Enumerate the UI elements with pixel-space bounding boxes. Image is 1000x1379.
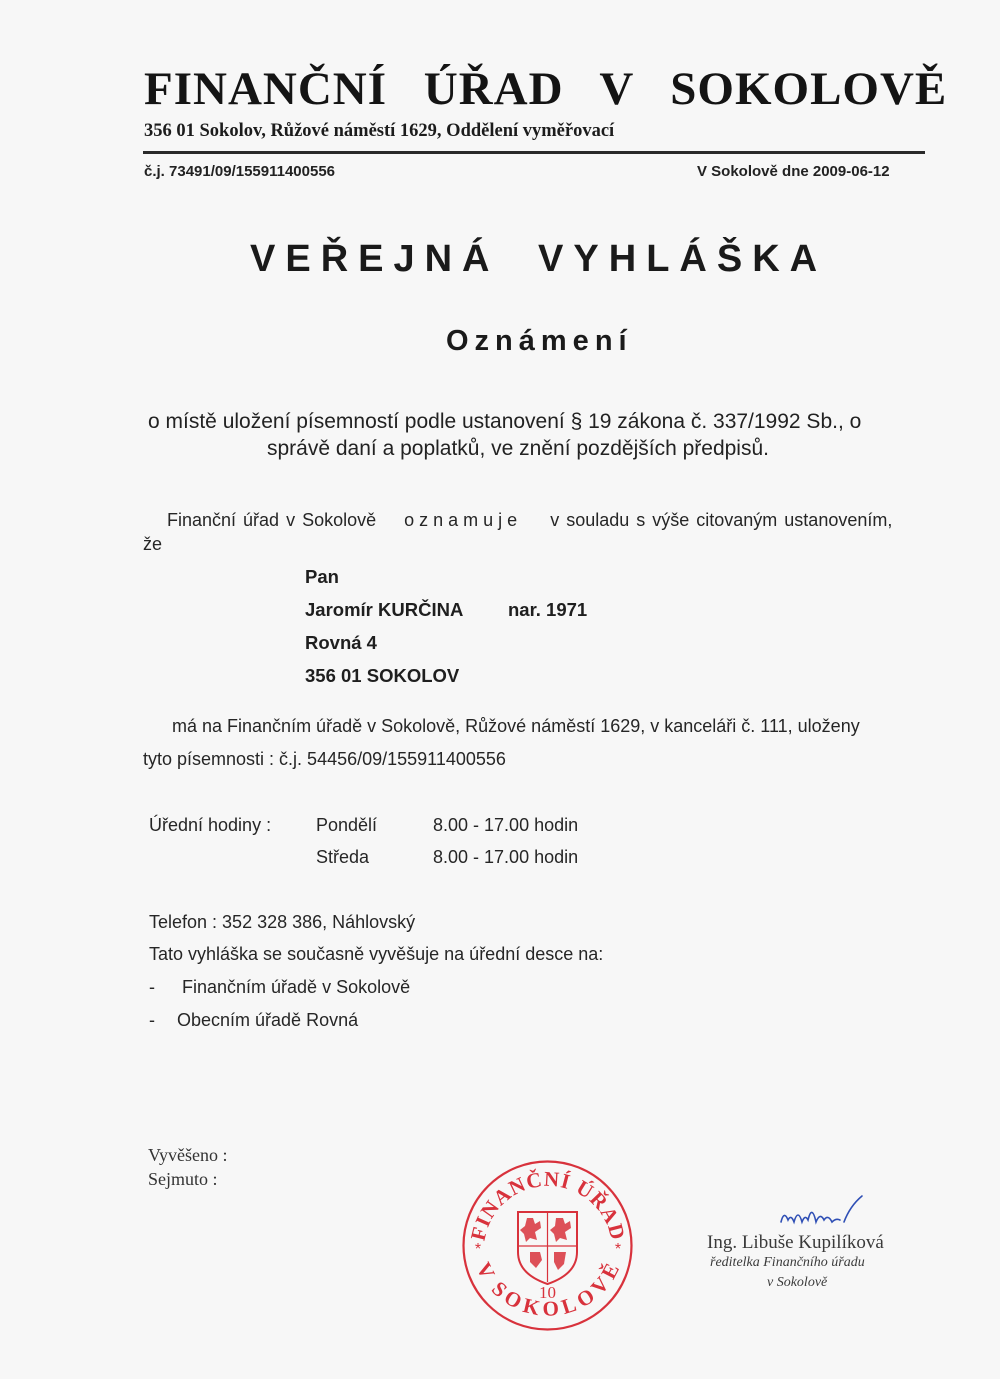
- announcement-lead: Finanční úřad v Sokolově: [167, 510, 377, 530]
- office-title: FINANČNÍ ÚŘAD V SOKOLOVĚ: [144, 63, 948, 115]
- stamp-bottom-text: V SOKOLOVĚ: [471, 1258, 625, 1321]
- announcement-verb: oznamuje: [404, 510, 523, 530]
- signer-role: ředitelka Finančního úřadu: [710, 1255, 865, 1270]
- reference-number: č.j. 73491/09/155911400556: [144, 163, 336, 180]
- office-hours-day: Pondělí: [316, 815, 378, 835]
- posted-label: Vyvěšeno :: [148, 1145, 228, 1165]
- stamp-number: 10: [539, 1283, 556, 1302]
- announcement-line-2: že: [143, 534, 163, 554]
- announcement-line-1: [167, 510, 892, 531]
- office-hours-time: 8.00 - 17.00 hodin: [433, 847, 579, 867]
- stamp-star-left: *: [474, 1241, 482, 1258]
- office-hours-day: Středa: [316, 847, 370, 867]
- signer-role-place: v Sokolově: [767, 1275, 828, 1290]
- office-hours-time: 8.00 - 17.00 hodin: [433, 815, 579, 835]
- notice-board-item: Finančním úřadě v Sokolově: [182, 977, 411, 997]
- person-salutation: Pan: [305, 566, 339, 587]
- deposit-line-2: tyto písemnosti : č.j. 54456/09/155911400556: [143, 749, 506, 769]
- person-city: 356 01 SOKOLOV: [305, 665, 460, 686]
- header-divider: [143, 151, 925, 154]
- notice-board-item: Obecním úřadě Rovná: [177, 1010, 359, 1030]
- document-subtitle: Oznámení: [446, 325, 633, 357]
- intro-line-2: správě daní a poplatků, ve znění pozdějších předpisů.: [267, 437, 769, 460]
- signer-name: Ing. Libuše Kupilíková: [707, 1232, 884, 1253]
- list-bullet: -: [149, 1010, 155, 1030]
- office-hours-label: Úřední hodiny :: [149, 815, 272, 835]
- contact-phone: Telefon : 352 328 386, Náhlovský: [149, 912, 416, 932]
- person-birth-year: nar. 1971: [508, 599, 588, 620]
- coat-of-arms-icon: [518, 1212, 577, 1284]
- place-and-date: V Sokolově dne 2009-06-12: [697, 163, 890, 180]
- person-street: Rovná 4: [305, 632, 377, 653]
- document-title: VEŘEJNÁ VYHLÁŠKA: [250, 238, 828, 280]
- notice-board-note: Tato vyhláška se současně vyvěšuje na úřední desce na:: [149, 944, 604, 964]
- official-stamp: [460, 1158, 635, 1333]
- removed-label: Sejmuto :: [148, 1169, 218, 1189]
- list-bullet: -: [149, 977, 155, 997]
- announcement-rest: v souladu s výše citovaným ustanovením,: [550, 510, 893, 530]
- signature-scrawl: [778, 1192, 868, 1232]
- office-address: 356 01 Sokolov, Růžové náměstí 1629, Oddělení vyměřovací: [144, 121, 615, 141]
- person-name: Jaromír KURČINA: [305, 599, 464, 620]
- stamp-star-right: *: [614, 1241, 622, 1258]
- deposit-line-1: má na Finančním úřadě v Sokolově, Růžové náměstí 1629, v kanceláři č. 111, uloženy: [172, 716, 860, 736]
- stamp-top-text: FINANČNÍ ÚŘAD: [465, 1166, 631, 1243]
- intro-line-1: o místě uložení písemností podle ustanovení § 19 zákona č. 337/1992 Sb., o: [148, 410, 862, 433]
